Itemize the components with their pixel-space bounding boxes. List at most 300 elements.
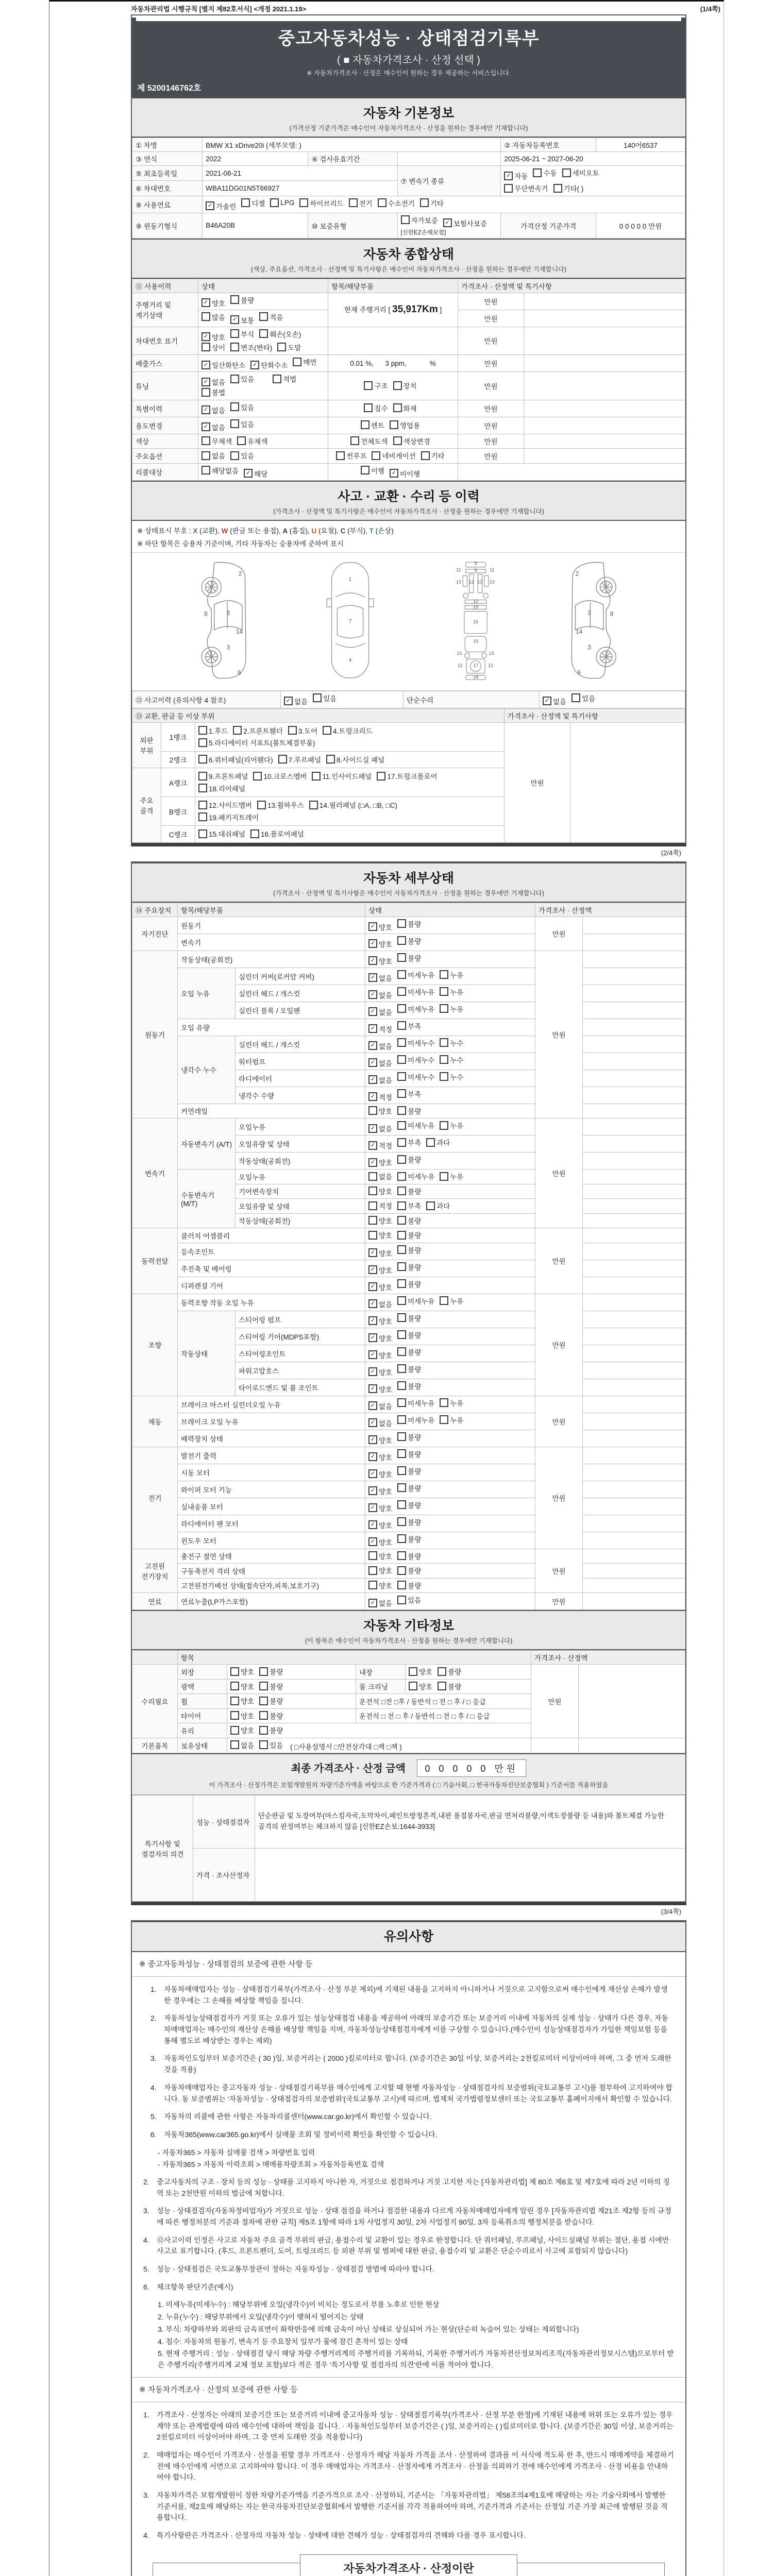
checkbox-option[interactable]: 11.인사이드패널 [312,771,372,781]
checked-checkbox[interactable]: ✓ [368,1075,377,1084]
unchecked-checkbox[interactable] [361,466,369,474]
checked-checkbox[interactable]: ✓ [368,1384,377,1393]
checkbox-option[interactable]: 하이브리드 [299,198,343,208]
unchecked-checkbox[interactable] [299,198,308,207]
checked-checkbox[interactable]: ✓ [368,1350,377,1359]
checkbox-option[interactable]: 화재 [393,403,417,413]
checked-checkbox[interactable]: ✓ [250,361,259,369]
unchecked-checkbox[interactable] [397,1216,406,1225]
checkbox-option[interactable]: ✓ 양호 [201,298,225,308]
checked-checkbox[interactable]: ✓ [368,1265,377,1274]
unchecked-checkbox[interactable] [397,1262,406,1271]
unchecked-checkbox[interactable] [253,772,262,781]
unchecked-checkbox[interactable] [397,1449,406,1458]
unchecked-checkbox[interactable] [198,726,207,735]
checkbox-option[interactable]: ✓ 없음 [368,1075,392,1085]
checkbox-option[interactable]: ✓ 없음 [284,696,308,706]
checkbox-option[interactable]: 불량 [397,1534,421,1544]
checkbox-option[interactable]: 부족 [397,1200,421,1211]
unchecked-checkbox[interactable] [440,987,448,996]
checked-checkbox[interactable]: ✓ [368,1486,377,1495]
checked-checkbox[interactable]: ✓ [368,990,377,999]
unchecked-checkbox[interactable] [288,726,297,735]
unchecked-checkbox[interactable] [397,1279,406,1288]
checkbox-option[interactable]: 영업용 [390,420,420,430]
unchecked-checkbox[interactable] [397,919,406,928]
checkbox-option[interactable]: 6.쿼터패널(리어휀다) [198,754,273,765]
checked-checkbox[interactable]: ✓ [543,697,551,705]
checkbox-option[interactable]: ✓ 보통 [230,315,254,325]
checkbox-option[interactable]: 불량 [438,1681,461,1691]
checked-checkbox[interactable]: ✓ [368,1520,377,1529]
checkbox-option[interactable]: ✓ 양호 [368,1469,392,1479]
unchecked-checkbox[interactable] [397,1330,406,1339]
unchecked-checkbox[interactable] [397,987,406,996]
unchecked-checkbox[interactable] [230,343,239,351]
unchecked-checkbox[interactable] [230,1682,239,1690]
checkbox-option[interactable]: 누유 [440,1171,463,1181]
unchecked-checkbox[interactable] [397,1466,406,1475]
checkbox-option[interactable]: 썬루프 [336,450,366,461]
checkbox-option[interactable]: 불량 [397,1330,421,1340]
unchecked-checkbox[interactable] [397,970,406,979]
unchecked-checkbox[interactable] [377,772,385,781]
checked-checkbox[interactable]: ✓ [368,1007,377,1016]
unchecked-checkbox[interactable] [397,1138,406,1147]
unchecked-checkbox[interactable] [397,1155,406,1164]
unchecked-checkbox[interactable] [230,1667,239,1676]
checkbox-option[interactable]: 매연 [293,357,316,367]
unchecked-checkbox[interactable] [201,436,210,445]
checkbox-option[interactable]: ✓ 양호 [368,1452,392,1462]
unchecked-checkbox[interactable] [397,1106,406,1115]
checkbox-option[interactable]: 기타( ) [553,183,584,193]
checkbox-option[interactable]: 미세누유 [397,987,434,997]
checked-checkbox[interactable]: ✓ [201,378,210,386]
checkbox-option[interactable]: ✓ 탄화수소 [250,360,288,370]
unchecked-checkbox[interactable] [572,693,580,702]
checked-checkbox[interactable]: ✓ [201,361,210,369]
checkbox-option[interactable]: 4.트렁크리드 [323,725,372,736]
checkbox-option[interactable]: ✓ 없음 [368,1007,392,1017]
checkbox-option[interactable]: 3.도어 [288,725,317,736]
checkbox-option[interactable]: 있음 [572,693,595,703]
unchecked-checkbox[interactable] [397,1245,406,1254]
checkbox-option[interactable]: ✓ 없음 [368,1598,392,1608]
checkbox-option[interactable]: 양호 [230,1696,254,1706]
checkbox-option[interactable]: 양호 [368,1186,392,1196]
checkbox-option[interactable]: 불량 [397,1449,421,1459]
checkbox-option[interactable]: 양호 [368,1215,392,1226]
unchecked-checkbox[interactable] [241,198,250,207]
unchecked-checkbox[interactable] [438,1682,446,1690]
checkbox-option[interactable]: 8.사이드실 패널 [326,754,384,765]
unchecked-checkbox[interactable] [198,738,207,747]
unchecked-checkbox[interactable] [397,1432,406,1441]
unchecked-checkbox[interactable] [397,1596,406,1604]
checkbox-option[interactable]: ✓ 양호 [368,1520,392,1530]
checkbox-option[interactable]: 불량 [397,1364,421,1374]
unchecked-checkbox[interactable] [393,436,402,445]
checkbox-option[interactable]: 불량 [397,1565,421,1575]
checkbox-option[interactable]: 부족 [397,1021,421,1031]
unchecked-checkbox[interactable] [361,420,369,429]
unchecked-checkbox[interactable] [553,184,562,193]
checkbox-option[interactable]: 12.사이드멤버 [198,800,252,810]
checkbox-option[interactable]: 양호 [409,1681,432,1691]
checkbox-option[interactable]: ✓ 적정 [368,1092,392,1102]
checkbox-option[interactable]: 불량 [259,1681,283,1691]
checkbox-option[interactable]: 색상변경 [393,436,430,446]
checkbox-option[interactable]: 불량 [397,1381,421,1391]
checkbox-option[interactable]: 불량 [259,1666,283,1676]
checkbox-option[interactable]: 양호 [230,1681,254,1691]
checkbox-option[interactable]: 전체도색 [350,436,388,446]
checkbox-option[interactable]: ✓ 없음 [543,696,566,706]
checkbox-option[interactable]: 15.대쉬패널 [198,828,245,839]
checkbox-option[interactable]: ✓ 없음 [368,1123,392,1133]
unchecked-checkbox[interactable] [270,198,279,207]
unchecked-checkbox[interactable] [420,198,429,207]
checkbox-option[interactable]: ✓ 양호 [368,1157,392,1167]
unchecked-checkbox[interactable] [440,1121,448,1130]
unchecked-checkbox[interactable] [198,801,207,809]
checkbox-option[interactable]: 무채색 [201,436,232,446]
checkbox-option[interactable]: 있음 [230,402,254,412]
unchecked-checkbox[interactable] [397,1566,406,1575]
unchecked-checkbox[interactable] [397,953,406,962]
checkbox-option[interactable]: 누유 [440,970,463,980]
checkbox-option[interactable]: ✓ 양호 [368,922,392,932]
checkbox-option[interactable]: 불법 [201,387,225,397]
unchecked-checkbox[interactable] [230,375,239,383]
checkbox-option[interactable]: 불량 [397,1500,421,1510]
unchecked-checkbox[interactable] [198,812,207,821]
unchecked-checkbox[interactable] [273,375,281,383]
checked-checkbox[interactable]: ✓ [368,1316,377,1325]
checkbox-option[interactable]: ✓ 양호 [368,1384,392,1394]
checkbox-option[interactable]: 있음 [230,419,254,429]
checkbox-option[interactable]: 누유 [440,1004,463,1014]
checkbox-option[interactable]: 양호 [409,1666,432,1676]
unchecked-checkbox[interactable] [393,403,402,412]
checkbox-option[interactable]: 적법 [273,374,296,384]
unchecked-checkbox[interactable] [440,1004,448,1013]
checkbox-option[interactable]: 불량 [397,1483,421,1493]
unchecked-checkbox[interactable] [201,451,210,460]
checked-checkbox[interactable]: ✓ [368,1248,377,1257]
unchecked-checkbox[interactable] [397,1381,406,1390]
unchecked-checkbox[interactable] [504,184,513,193]
checkbox-option[interactable]: 미세누유 [397,1004,434,1014]
checkbox-option[interactable]: 전기 [349,198,373,208]
checkbox-option[interactable]: ✓ 없음 [201,377,225,387]
checkbox-option[interactable]: 양호 [368,1565,392,1575]
checkbox-option[interactable]: ✓ 미이행 [390,468,420,479]
unchecked-checkbox[interactable] [259,1726,268,1735]
checkbox-option[interactable]: 13.휠하우스 [257,800,304,810]
unchecked-checkbox[interactable] [278,755,287,764]
unchecked-checkbox[interactable] [397,1581,406,1589]
checkbox-option[interactable]: 9.프론트패널 [198,771,248,781]
checked-checkbox[interactable]: ✓ [368,1418,377,1427]
checkbox-option[interactable]: ✓ 없음 [368,1058,392,1068]
unchecked-checkbox[interactable] [421,451,430,460]
checkbox-option[interactable]: ✓ 양호 [368,1333,392,1343]
unchecked-checkbox[interactable] [397,1055,406,1064]
checkbox-option[interactable]: 누수 [440,1038,463,1048]
unchecked-checkbox[interactable] [323,726,331,735]
unchecked-checkbox[interactable] [397,1517,406,1526]
unchecked-checkbox[interactable] [397,1534,406,1543]
checkbox-option[interactable]: 수소전기 [378,198,415,208]
checked-checkbox[interactable]: ✓ [368,1158,377,1167]
unchecked-checkbox[interactable] [368,1581,377,1589]
checkbox-option[interactable]: 있음 [230,450,254,461]
unchecked-checkbox[interactable] [562,168,571,177]
checkbox-option[interactable]: 누유 [440,1296,463,1306]
checkbox-option[interactable]: ✓ 양호 [368,1367,392,1377]
unchecked-checkbox[interactable] [401,215,410,224]
unchecked-checkbox[interactable] [397,1296,406,1305]
checkbox-option[interactable]: 양호 [230,1725,254,1735]
checkbox-option[interactable]: ✓ 없음 [368,990,392,1000]
checked-checkbox[interactable]: ✓ [368,1041,377,1050]
checkbox-option[interactable]: 많음 [201,312,225,322]
unchecked-checkbox[interactable] [426,1201,435,1210]
checkbox-option[interactable]: 과다 [426,1200,450,1211]
unchecked-checkbox[interactable] [440,970,448,979]
checkbox-option[interactable]: 불량 [397,1432,421,1442]
unchecked-checkbox[interactable] [336,451,345,460]
unchecked-checkbox[interactable] [397,1021,406,1030]
checked-checkbox[interactable]: ✓ [368,956,377,965]
checkbox-option[interactable]: 부식 [230,329,254,339]
unchecked-checkbox[interactable] [397,1004,406,1013]
checkbox-option[interactable]: 장치 [393,380,417,391]
checkbox-option[interactable]: ✓ 해당 [244,468,267,479]
unchecked-checkbox[interactable] [277,343,286,351]
unchecked-checkbox[interactable] [397,1187,406,1195]
unchecked-checkbox[interactable] [397,936,406,945]
checkbox-option[interactable]: 1.후드 [198,725,228,736]
unchecked-checkbox[interactable] [201,312,210,321]
checkbox-option[interactable]: 양호 [368,1106,392,1116]
checkbox-option[interactable]: ✓ 보험사보증 [443,218,487,228]
checked-checkbox[interactable]: ✓ [368,1537,377,1546]
unchecked-checkbox[interactable] [259,312,268,321]
unchecked-checkbox[interactable] [201,388,210,397]
unchecked-checkbox[interactable] [198,772,207,781]
checkbox-option[interactable]: 14.필러패널 (□A, □B, □C) [309,800,397,810]
checkbox-option[interactable]: ✓ 없음 [201,422,225,432]
unchecked-checkbox[interactable] [397,1500,406,1509]
unchecked-checkbox[interactable] [368,1231,377,1240]
unchecked-checkbox[interactable] [409,1682,417,1690]
unchecked-checkbox[interactable] [440,1296,448,1305]
unchecked-checkbox[interactable] [259,1697,268,1705]
checked-checkbox[interactable]: ✓ [368,973,377,982]
unchecked-checkbox[interactable] [533,168,542,177]
checkbox-option[interactable]: 없음 [368,1171,392,1181]
checkbox-option[interactable]: ✓ 없음 [368,973,392,983]
unchecked-checkbox[interactable] [259,1711,268,1720]
unchecked-checkbox[interactable] [409,1667,417,1676]
checkbox-option[interactable]: 렌트 [361,420,384,430]
checked-checkbox[interactable]: ✓ [368,1435,377,1444]
checked-checkbox[interactable]: ✓ [368,1503,377,1512]
unchecked-checkbox[interactable] [198,784,207,792]
unchecked-checkbox[interactable] [259,329,268,338]
unchecked-checkbox[interactable] [233,726,242,735]
unchecked-checkbox[interactable] [368,1551,377,1560]
checked-checkbox[interactable]: ✓ [504,172,513,180]
unchecked-checkbox[interactable] [397,1398,406,1407]
checkbox-option[interactable]: 유채색 [237,436,267,446]
checkbox-option[interactable]: 10.크로스멤버 [253,771,307,781]
unchecked-checkbox[interactable] [313,693,322,702]
unchecked-checkbox[interactable] [368,1566,377,1575]
unchecked-checkbox[interactable] [349,198,358,207]
checkbox-option[interactable]: 없음 [230,1740,254,1750]
checkbox-option[interactable]: 해당없음 [201,465,239,476]
unchecked-checkbox[interactable] [397,1551,406,1560]
checkbox-option[interactable]: 불량 [438,1666,461,1676]
checkbox-option[interactable]: 불량 [397,1551,421,1561]
checkbox-option[interactable]: 5.라디에이터 서포트(볼트체결부품) [198,737,315,748]
checkbox-option[interactable]: ✓ 없음 [368,1299,392,1309]
unchecked-checkbox[interactable] [368,1172,377,1181]
checkbox-option[interactable]: 불량 [397,1466,421,1476]
unchecked-checkbox[interactable] [397,1347,406,1356]
unchecked-checkbox[interactable] [198,755,207,764]
unchecked-checkbox[interactable] [368,1187,377,1195]
checkbox-option[interactable]: 누유 [440,987,463,997]
unchecked-checkbox[interactable] [397,1172,406,1181]
checkbox-option[interactable]: 누유 [440,1398,463,1408]
checked-checkbox[interactable]: ✓ [368,1058,377,1067]
checkbox-option[interactable]: 미세누수 [397,1072,434,1082]
checked-checkbox[interactable]: ✓ [443,218,452,227]
checkbox-option[interactable]: 불량 [397,1262,421,1272]
checkbox-option[interactable]: LPG [270,198,294,207]
checkbox-option[interactable]: ✓ 양호 [368,1486,392,1496]
unchecked-checkbox[interactable] [237,436,246,445]
checked-checkbox[interactable]: ✓ [368,1452,377,1461]
checkbox-option[interactable]: 미세누수 [397,1055,434,1065]
checked-checkbox[interactable]: ✓ [201,298,210,307]
unchecked-checkbox[interactable] [397,1121,406,1130]
checkbox-option[interactable]: 2.프론트휀더 [233,725,282,736]
unchecked-checkbox[interactable] [230,1711,239,1720]
checked-checkbox[interactable]: ✓ [230,315,239,324]
unchecked-checkbox[interactable] [368,1201,377,1210]
checkbox-option[interactable]: 불량 [397,1279,421,1289]
checked-checkbox[interactable]: ✓ [368,922,377,931]
unchecked-checkbox[interactable] [230,1697,239,1705]
checkbox-option[interactable]: 불량 [259,1696,283,1706]
checkbox-option[interactable]: ✓ 양호 [368,1503,392,1513]
checkbox-option[interactable]: 네비게이션 [372,450,415,461]
checkbox-option[interactable]: 침수 [364,403,388,413]
checked-checkbox[interactable]: ✓ [368,1282,377,1291]
checkbox-option[interactable]: 불량 [259,1725,283,1735]
unchecked-checkbox[interactable] [372,451,380,460]
checkbox-option[interactable]: 변조(변타) [230,342,272,352]
unchecked-checkbox[interactable] [309,801,318,809]
checkbox-option[interactable]: ✓ 가솔린 [206,201,236,211]
unchecked-checkbox[interactable] [230,1726,239,1735]
checked-checkbox[interactable]: ✓ [201,332,210,341]
unchecked-checkbox[interactable] [259,1740,268,1749]
checkbox-option[interactable]: 미세누유 [397,1415,434,1425]
checkbox-option[interactable]: 미세누유 [397,970,434,980]
checkbox-option[interactable]: ✓ 양호 [368,956,392,966]
checked-checkbox[interactable]: ✓ [368,1092,377,1101]
checkbox-option[interactable]: 불량 [397,953,421,963]
unchecked-checkbox[interactable] [201,466,210,474]
checkbox-option[interactable]: 자가보증 [401,215,438,225]
checkbox-option[interactable]: 16.플로어패널 [250,828,304,839]
checkbox-option[interactable]: 훼손(오손) [259,329,301,339]
checkbox-option[interactable]: 있음 [313,693,337,703]
checkbox-option[interactable]: 불량 [397,1106,421,1116]
checkbox-option[interactable]: 기타 [420,198,444,208]
unchecked-checkbox[interactable] [201,343,210,351]
unchecked-checkbox[interactable] [350,436,359,445]
checkbox-option[interactable]: 불량 [259,1710,283,1721]
checkbox-option[interactable]: ✓ 자동 [504,171,528,181]
checkbox-option[interactable]: 적음 [259,312,283,322]
checkbox-option[interactable]: 있음 [259,1740,283,1750]
checkbox-option[interactable]: 불량 [397,1347,421,1357]
checkbox-option[interactable]: 수동 [533,167,557,178]
checkbox-option[interactable]: ✓ 없음 [201,405,225,415]
unchecked-checkbox[interactable] [230,402,239,411]
unchecked-checkbox[interactable] [397,1089,406,1098]
checkbox-option[interactable]: ✓ 양호 [368,1248,392,1258]
unchecked-checkbox[interactable] [326,755,335,764]
checkbox-option[interactable]: 불량 [397,919,421,929]
checkbox-option[interactable]: ✓ 없음 [368,1401,392,1411]
unchecked-checkbox[interactable] [368,1216,377,1225]
checkbox-option[interactable]: 누수 [440,1072,463,1082]
checkbox-option[interactable]: 미세누유 [397,1171,434,1181]
checkbox-option[interactable]: 무단변속기 [504,183,548,193]
checked-checkbox[interactable]: ✓ [244,469,253,478]
unchecked-checkbox[interactable] [397,1483,406,1492]
checkbox-option[interactable]: 구조 [364,380,388,391]
checkbox-option[interactable]: 19.패키지트레이 [198,812,259,822]
unchecked-checkbox[interactable] [397,1231,406,1240]
checked-checkbox[interactable]: ✓ [284,697,293,705]
checked-checkbox[interactable]: ✓ [201,405,210,414]
checked-checkbox[interactable]: ✓ [368,1124,377,1133]
unchecked-checkbox[interactable] [440,1038,448,1047]
checkbox-option[interactable]: ✓ 적정 [368,1140,392,1150]
checkbox-option[interactable]: 불량 [397,1580,421,1590]
checkbox-option[interactable]: 미세누유 [397,1296,434,1306]
checkbox-option[interactable]: 미세누유 [397,1398,434,1408]
checkbox-option[interactable]: 있음 [230,374,254,384]
checked-checkbox[interactable]: ✓ [368,1367,377,1376]
checkbox-option[interactable]: 세미오토 [562,167,599,178]
unchecked-checkbox[interactable] [259,1682,268,1690]
checkbox-option[interactable]: 7.루프패널 [278,754,321,765]
checked-checkbox[interactable]: ✓ [368,1599,377,1607]
unchecked-checkbox[interactable] [230,329,239,338]
unchecked-checkbox[interactable] [438,1667,446,1676]
